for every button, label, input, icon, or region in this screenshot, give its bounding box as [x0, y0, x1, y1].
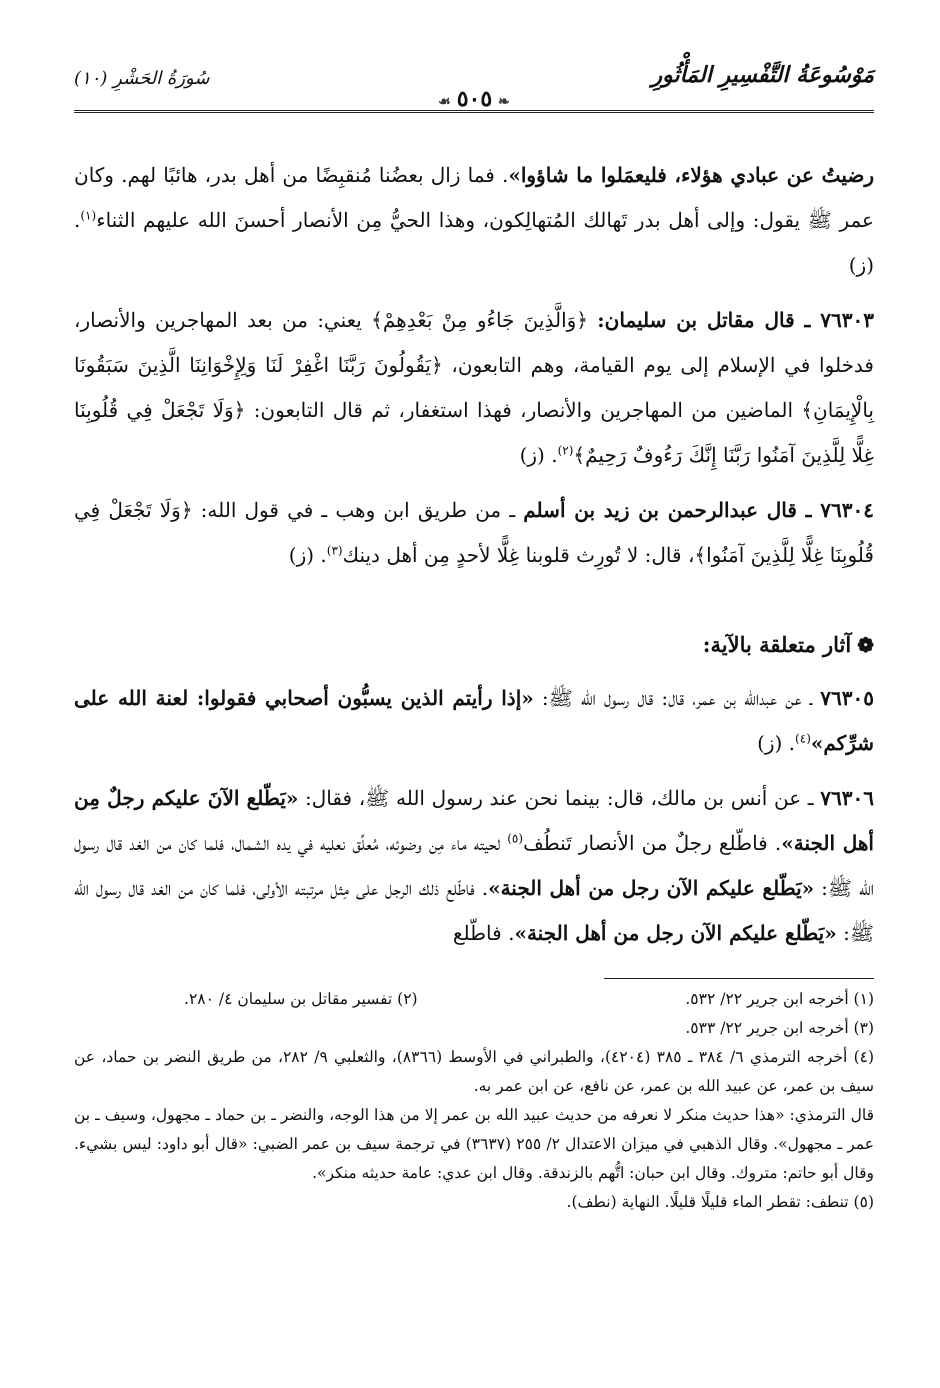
- page-number-row: [74, 86, 874, 112]
- paragraph: [74, 298, 874, 478]
- ornament-icon: ❧: [498, 94, 510, 110]
- narration-number: ٧٦٣٠٥: [820, 686, 874, 710]
- paragraph-text: . فاطّلع رجلٌ من الأنصار تَنطُف: [523, 831, 782, 855]
- footnote-1: (١) أخرجه ابن جرير ٢٢/ ٥٣٢.: [685, 990, 874, 1008]
- paragraph-text: ـ من طريق ابن وهب ـ في قول الله: ﴿وَلَا تَجْعَلْ فِي قُلُوبِنَا غِلًّا لِلَّذِينَ آمَنُوا﴾، قال: لا تُورِث قلوبنا غِلًّا لأحدٍ مِن أهل دينك: [74, 498, 874, 567]
- book-page: [74, 60, 874, 1217]
- hadith-quote: «يَطّلع الآنَ عليكم رجلٌ مِن أهل الجنة»: [74, 786, 874, 855]
- footnote-divider: [604, 978, 874, 979]
- paragraph: [74, 776, 874, 956]
- footnote-row: [74, 985, 874, 1014]
- footnote-ref[interactable]: (٥): [507, 831, 524, 846]
- narration-number: ٧٦٣٠٣ ـ قال مقاتل بن سليمان:: [597, 308, 874, 332]
- narration-number: ٧٦٣٠٦: [820, 786, 874, 810]
- section-heading: [74, 622, 874, 668]
- section-gap: [74, 588, 874, 622]
- footnote-2: (٢) تفسير مقاتل بن سليمان ٤/ ٢٨٠.: [184, 990, 418, 1008]
- footnote-ref[interactable]: (٤): [795, 731, 811, 746]
- paragraph-text: . فاطّلع: [452, 921, 515, 945]
- paragraph: [74, 676, 874, 766]
- hadith-quote: «إذا رأيتم الذين يسبُّون أصحابي فقولوا: لعنة الله على شرِّكم»: [74, 686, 874, 755]
- footnote-ref[interactable]: (٣): [326, 543, 343, 558]
- paragraph-text: ـ عن أنس بن مالك، قال: بينما نحن عند رسول الله ﷺ، فقال:: [298, 786, 821, 810]
- page-number: ٥٠٥: [456, 86, 493, 112]
- hadith-quote: رضيتُ عن عبادي هؤلاء، فليعمَلوا ما شاؤوا»: [508, 163, 874, 187]
- footnote-5: (٥) تنطف: تقطر الماء قليلًا قليلًا. النهاية (نطف).: [566, 1193, 874, 1211]
- paragraph-text: ﴿وَالَّذِينَ جَاءُو مِنْ بَعْدِهِمْ﴾ يعني: من بعد المهاجرين والأنصار، فدخلوا في الإسلام إلى يوم القيامة، وهم التابعون، ﴿يَقُولُونَ رَبَّنَا اغْفِرْ لَنَا وَلِإِخْوَانِنَا الَّذِينَ سَبَقُونَا بِالْإِيمَانِ﴾ الماضين من المهاجرين والأنصار، فهذا استغفار، ثم قال التابعون: ﴿وَلَا تَجْعَلْ فِي قُلُوبِنَا غِلًّا لِلَّذِينَ آمَنُوا رَبَّنَا إِنَّكَ رَءُوفٌ رَحِيمٌ﴾: [74, 308, 874, 467]
- ornament-icon: ☙: [438, 94, 451, 110]
- source-marker: . (ز): [288, 543, 327, 567]
- footnote-ref[interactable]: (١): [80, 208, 97, 223]
- paragraph-text: لحيته ماء مِن وضوئه، مُعلِّق نعليه في يده الشمال، فلما كان من الغد قال رسول الله ﷺ:: [74, 831, 874, 900]
- paragraph-text: . فما زال بعضُنا مُنقبِضًا من أهل بدر، هائبًا لهم. وكان عمر ﷺ يقول: وإلى أهل بدر تَهالك المُتهالِكون، وهذا الحيُّ مِن الأنصار أحسنَ الله عليهم الثناء: [74, 163, 874, 232]
- surah-label: سُورَةُ الحَشْرِ (١٠): [74, 68, 210, 89]
- paragraph: [74, 488, 874, 578]
- narration-number: ٧٦٣٠٤ ـ قال عبدالرحمن بن زيد بن أسلم: [523, 498, 874, 522]
- source-marker: . (ز): [74, 208, 874, 277]
- paragraph: [74, 153, 874, 288]
- page-body: [74, 153, 874, 956]
- source-marker: . (ز): [519, 443, 558, 467]
- hadith-quote: «يَطّلع عليكم الآن رجل من أهل الجنة»: [488, 876, 815, 900]
- footnote-ref[interactable]: (٢): [557, 443, 574, 458]
- footnotes: [74, 985, 874, 1217]
- footnote-4: (٤) أخرجه الترمذي ٦/ ٣٨٤ ـ ٣٨٥ (٤٢٠٤)، والطبراني في الأوسط (٨٣٦٦)، والثعلبي ٩/ ٢٨٢، من طريق النضر بن حماد، عن سيف بن عمر، عن عبيد الله بن عمر، عن نافع، عن ابن عمر به.: [74, 1048, 875, 1095]
- book-title: مَوْسُوعَةُ التَّفْسِيرِ المَأْثُورِ: [651, 62, 874, 88]
- flower-icon: ❁: [857, 633, 874, 657]
- hadith-quote: «يَطّلع عليكم الآن رجل من أهل الجنة»: [514, 921, 837, 945]
- source-marker: . (ز): [757, 731, 796, 755]
- paragraph-text: ـ عن عبدالله بن عمر، قال: قال رسول الله ﷺ:: [533, 686, 821, 710]
- section-title-text: آثار متعلقة بالآية:: [702, 632, 852, 657]
- page-header: [74, 60, 874, 113]
- footnote-4-commentary: قال الترمذي: «هذا حديث منكر لا نعرفه من حديث عبيد الله بن عمر إلا من هذا الوجه، والنضر ـ بن حماد ـ مجهول، وسيف ـ بن عمر ـ مجهول». وقال الذهبي في ميزان الاعتدال ٢/ ٢٥٥ (٣٦٣٧) في ترجمة سيف بن عمر الضبي: «قال أبو داود: ليس بشيء. وقال أبو حاتم: متروك. وقال ابن حبان: اتُّهم بالزندقة. وقال ابن عدي: عامة حديثه منكر».: [74, 1106, 874, 1182]
- paragraph-text: . فاطّلع ذلك الرجل على مِثل مرتبته الأولى، فلما كان من الغد قال رسول الله ﷺ:: [74, 876, 874, 945]
- footnote-3: (٣) أخرجه ابن جرير ٢٢/ ٥٣٣.: [685, 1019, 874, 1037]
